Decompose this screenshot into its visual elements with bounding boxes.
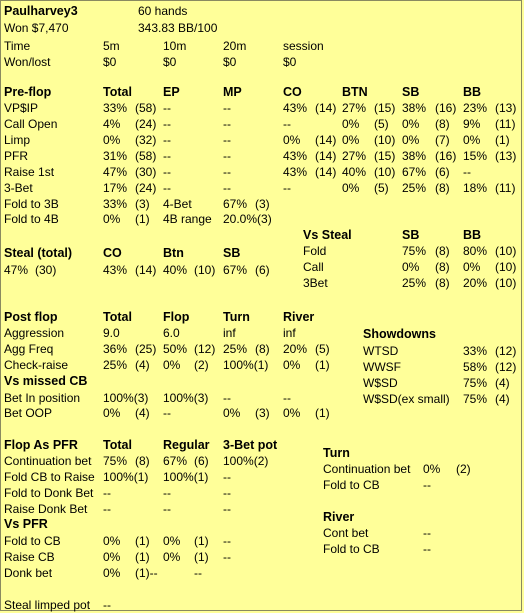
aggression-label: Aggression [4, 326, 65, 340]
fold3b-count: (3) [135, 197, 150, 211]
steal-total-pct: 47% [4, 263, 29, 277]
won-amount: Won $7,470 [4, 21, 69, 35]
showdown-wwsf-count: (12) [495, 360, 517, 374]
bet-oop-flop: -- [163, 406, 171, 420]
steal-co-count: (14) [135, 263, 157, 277]
vs-steal-three-bet-sb-pct: 25% [402, 276, 427, 290]
vs-steal-call-label: Call [303, 260, 324, 274]
fold4b-pct: 0% [103, 212, 121, 226]
bet-in-pos-turn: -- [223, 391, 231, 405]
showdown-wsd-label: W$SD [363, 376, 398, 390]
fold-cb-raise-label: Fold CB to Raise [4, 470, 95, 484]
aggfreq-total-count: (25) [135, 342, 157, 356]
preflop-call-open-total-count: (24) [135, 117, 157, 131]
postflop-col-total: Total [103, 310, 132, 324]
preflop-raise-1st-bb-pct: -- [463, 165, 471, 179]
steal-sb-count: (6) [255, 263, 270, 277]
preflop-col-co: CO [283, 85, 302, 99]
vs-steal-fold-sb-count: (8) [435, 244, 450, 258]
time-5m: 5m [103, 39, 120, 53]
preflop-vpip-co-pct: 43% [283, 101, 308, 115]
fold-to-cb-total-count: (1) [135, 534, 150, 548]
preflop-call-open-label: Call Open [4, 117, 58, 131]
bet-in-pos-total: 100%(3) [103, 391, 149, 405]
time-session: session [283, 39, 324, 53]
raise-donk-label: Raise Donk Bet [4, 502, 88, 516]
donk-bet-count: (1)-- [135, 566, 158, 580]
fourb-range-label: 4B range [163, 212, 212, 226]
fold-to-cb-total-pct: 0% [103, 534, 121, 548]
vs-steal-title: Vs Steal [303, 228, 352, 242]
fold-donk-label: Fold to Donk Bet [4, 486, 94, 500]
preflop-vpip-ep: -- [163, 101, 171, 115]
bet-oop-river-count: (1) [315, 406, 330, 420]
preflop-raise-1st-btn-pct: 40% [342, 165, 367, 179]
steal-btn-count: (10) [194, 263, 216, 277]
steal-limped-label: Steal limped pot [4, 598, 91, 612]
donk-bet-3bet: -- [194, 566, 202, 580]
preflop-pfr-total-pct: 31% [103, 149, 128, 163]
river-fold-cb-label: Fold to CB [323, 542, 380, 556]
showdown-wsd-ex-small-count: (4) [495, 392, 510, 406]
bet-oop-total-count: (4) [135, 406, 150, 420]
fourbet-label: 4-Bet [163, 197, 192, 211]
cbet-regular-count: (6) [194, 454, 209, 468]
showdown-wsd-pct: 75% [463, 376, 488, 390]
preflop-limp-label: Limp [4, 133, 31, 147]
preflop-three-bet-ep: -- [163, 181, 171, 195]
aggfreq-river-count: (5) [315, 342, 330, 356]
donk-bet-pct: 0% [103, 566, 121, 580]
bet-oop-label: Bet OOP [4, 406, 53, 420]
preflop-raise-1st-total-pct: 47% [103, 165, 128, 179]
checkraise-label: Check-raise [4, 358, 69, 372]
preflop-pfr-btn-pct: 27% [342, 149, 367, 163]
preflop-vpip-btn-count: (15) [374, 101, 396, 115]
showdown-wtsd-label: WTSD [363, 344, 399, 358]
preflop-call-open-co-pct: -- [283, 117, 291, 131]
preflop-limp-co-pct: 0% [283, 133, 301, 147]
showdown-wtsd-pct: 33% [463, 344, 488, 358]
fold3b-label: Fold to 3B [4, 197, 59, 211]
flop-pfr-title: Flop As PFR [4, 438, 78, 452]
preflop-pfr-total-count: (58) [135, 149, 157, 163]
preflop-call-open-sb-pct: 0% [402, 117, 420, 131]
preflop-pfr-label: PFR [4, 149, 28, 163]
preflop-limp-btn-pct: 0% [342, 133, 360, 147]
vs-steal-fold-bb-count: (10) [495, 244, 517, 258]
preflop-raise-1st-co-pct: 43% [283, 165, 308, 179]
wonlost-10m: $0 [163, 55, 177, 69]
aggression-total: 9.0 [103, 326, 120, 340]
preflop-call-open-total-pct: 4% [103, 117, 121, 131]
preflop-three-bet-mp: -- [223, 181, 231, 195]
preflop-col-ep: EP [163, 85, 180, 99]
bet-in-pos-label: Bet In position [4, 391, 81, 405]
raise-cb-3bet: -- [223, 550, 231, 564]
time-20m: 20m [223, 39, 247, 53]
flop-pfr-col-3bet: 3-Bet pot [223, 438, 278, 452]
turn-cbet-label: Continuation bet [323, 462, 411, 476]
fold-donk-3bet: -- [223, 486, 231, 500]
steal-sb-pct: 67% [223, 263, 248, 277]
preflop-vpip-mp: -- [223, 101, 231, 115]
aggfreq-turn-pct: 25% [223, 342, 248, 356]
fold4b-label: Fold to 4B [4, 212, 59, 226]
preflop-pfr-co-pct: 43% [283, 149, 308, 163]
wonlost-20m: $0 [223, 55, 237, 69]
checkraise-turn: 100%(1) [223, 358, 269, 372]
checkraise-flop-pct: 0% [163, 358, 181, 372]
cbet-label: Continuation bet [4, 454, 92, 468]
bet-in-pos-flop: 100%(3) [163, 391, 209, 405]
preflop-raise-1st-sb-count: (6) [435, 165, 450, 179]
fold-to-cb-regular-pct: 0% [163, 534, 181, 548]
preflop-limp-co-count: (14) [315, 133, 337, 147]
preflop-col-total: Total [103, 85, 132, 99]
preflop-three-bet-sb-count: (8) [435, 181, 450, 195]
preflop-raise-1st-mp: -- [223, 165, 231, 179]
showdown-wsd-ex-small-label: W$SD(ex small) [363, 392, 450, 406]
preflop-raise-1st-sb-pct: 67% [402, 165, 427, 179]
raise-cb-total-pct: 0% [103, 550, 121, 564]
vs-steal-three-bet-bb-pct: 20% [463, 276, 488, 290]
showdown-wtsd-count: (12) [495, 344, 517, 358]
preflop-three-bet-btn-pct: 0% [342, 181, 360, 195]
fold-donk-total: -- [103, 486, 111, 500]
showdowns-title: Showdowns [363, 327, 436, 341]
aggression-turn: inf [223, 326, 236, 340]
vs-steal-three-bet-sb-count: (8) [435, 276, 450, 290]
steal-limped-value: -- [103, 598, 111, 612]
showdown-wsd-ex-small-pct: 75% [463, 392, 488, 406]
vs-steal-fold-sb-pct: 75% [402, 244, 427, 258]
postflop-title: Post flop [4, 310, 58, 324]
steal-co-pct: 43% [103, 263, 128, 277]
vs-steal-call-bb-pct: 0% [463, 260, 481, 274]
wonlost-label: Won/lost [4, 55, 51, 69]
preflop-limp-sb-pct: 0% [402, 133, 420, 147]
vs-steal-col-sb: SB [402, 228, 420, 242]
raise-cb-label: Raise CB [4, 550, 55, 564]
fold-cb-raise-3bet: -- [223, 470, 231, 484]
raise-donk-regular: -- [163, 502, 171, 516]
steal-col-sb: SB [223, 246, 241, 260]
preflop-vpip-bb-count: (13) [495, 101, 517, 115]
player-name: Paulharvey3 [4, 4, 78, 18]
preflop-vpip-co-count: (14) [315, 101, 337, 115]
preflop-vpip-label: VP$IP [4, 101, 39, 115]
vs-missed-cb-title: Vs missed CB [4, 374, 88, 388]
preflop-three-bet-bb-pct: 18% [463, 181, 488, 195]
preflop-col-bb: BB [463, 85, 482, 99]
aggression-flop: 6.0 [163, 326, 180, 340]
preflop-three-bet-sb-pct: 25% [402, 181, 427, 195]
fold-cb-raise-regular: 100%(1) [163, 470, 209, 484]
preflop-vpip-btn-pct: 27% [342, 101, 367, 115]
vs-steal-three-bet-bb-count: (10) [495, 276, 517, 290]
bet-oop-turn-count: (3) [255, 406, 270, 420]
fourb-range-value: 20.0%(3) [223, 212, 272, 226]
vs-steal-col-bb: BB [463, 228, 482, 242]
aggfreq-flop-pct: 50% [163, 342, 188, 356]
showdown-wwsf-label: WWSF [363, 360, 401, 374]
preflop-limp-ep: -- [163, 133, 171, 147]
vs-steal-fold-label: Fold [303, 244, 327, 258]
vs-pfr-title: Vs PFR [4, 517, 48, 531]
river-fold-cb-value: -- [423, 542, 431, 556]
fold-to-cb-regular-count: (1) [194, 534, 209, 548]
vs-steal-call-sb-pct: 0% [402, 260, 420, 274]
aggression-river: inf [283, 326, 296, 340]
aggfreq-river-pct: 20% [283, 342, 308, 356]
preflop-limp-total-count: (32) [135, 133, 157, 147]
preflop-limp-bb-count: (1) [495, 133, 510, 147]
steal-btn-pct: 40% [163, 263, 188, 277]
cbet-total-pct: 75% [103, 454, 128, 468]
fold-cb-raise-total: 100%(1) [103, 470, 149, 484]
preflop-pfr-mp: -- [223, 149, 231, 163]
preflop-three-bet-co-pct: -- [283, 181, 291, 195]
preflop-col-btn: BTN [342, 85, 368, 99]
preflop-call-open-sb-count: (8) [435, 117, 450, 131]
raise-donk-3bet: -- [223, 502, 231, 516]
preflop-pfr-sb-count: (16) [435, 149, 457, 163]
vs-steal-fold-bb-pct: 80% [463, 244, 488, 258]
turn-fold-cb-value: -- [423, 478, 431, 492]
preflop-pfr-btn-count: (15) [374, 149, 396, 163]
preflop-vpip-total-count: (58) [135, 101, 157, 115]
preflop-three-bet-btn-count: (5) [374, 181, 389, 195]
turn-cbet-count: (2) [456, 462, 471, 476]
preflop-raise-1st-co-count: (14) [315, 165, 337, 179]
fold-donk-regular: -- [163, 486, 171, 500]
preflop-raise-1st-ep: -- [163, 165, 171, 179]
preflop-pfr-ep: -- [163, 149, 171, 163]
cbet-total-count: (8) [135, 454, 150, 468]
checkraise-river-count: (1) [315, 358, 330, 372]
checkraise-river-pct: 0% [283, 358, 301, 372]
bb-per-100: 343.83 BB/100 [138, 21, 218, 35]
preflop-raise-1st-btn-count: (10) [374, 165, 396, 179]
preflop-call-open-mp: -- [223, 117, 231, 131]
postflop-col-river: River [283, 310, 315, 324]
fold4b-count: (1) [135, 212, 150, 226]
fourbet-pct: 67% [223, 197, 248, 211]
postflop-col-turn: Turn [223, 310, 250, 324]
preflop-pfr-bb-pct: 15% [463, 149, 488, 163]
preflop-call-open-btn-count: (5) [374, 117, 389, 131]
preflop-limp-btn-count: (10) [374, 133, 396, 147]
bet-in-pos-river: -- [283, 391, 291, 405]
checkraise-total-pct: 25% [103, 358, 128, 372]
preflop-limp-bb-pct: 0% [463, 133, 481, 147]
steal-total-count: (30) [35, 263, 57, 277]
steal-col-btn: Btn [163, 246, 184, 260]
bet-oop-total-pct: 0% [103, 406, 121, 420]
preflop-title: Pre-flop [4, 85, 52, 99]
preflop-pfr-bb-count: (13) [495, 149, 517, 163]
flop-pfr-col-regular: Regular [163, 438, 210, 452]
preflop-raise-1st-label: Raise 1st [4, 165, 55, 179]
wonlost-session: $0 [283, 55, 297, 69]
checkraise-total-count: (4) [135, 358, 150, 372]
preflop-call-open-bb-count: (11) [495, 117, 516, 131]
fourbet-count: (3) [255, 197, 270, 211]
preflop-three-bet-bb-count: (11) [495, 181, 516, 195]
preflop-three-bet-total-pct: 17% [103, 181, 128, 195]
fold3b-pct: 33% [103, 197, 128, 211]
vs-steal-call-sb-count: (8) [435, 260, 450, 274]
preflop-pfr-sb-pct: 38% [402, 149, 427, 163]
checkraise-flop-count: (2) [194, 358, 209, 372]
aggfreq-turn-count: (8) [255, 342, 270, 356]
raise-cb-regular-count: (1) [194, 550, 209, 564]
river-cbet-label: Cont bet [323, 526, 369, 540]
preflop-call-open-ep: -- [163, 117, 171, 131]
preflop-raise-1st-total-count: (30) [135, 165, 157, 179]
bet-oop-turn-pct: 0% [223, 406, 241, 420]
postflop-col-flop: Flop [163, 310, 190, 324]
preflop-call-open-bb-pct: 9% [463, 117, 481, 131]
hands-count: 60 hands [138, 4, 188, 18]
preflop-limp-total-pct: 0% [103, 133, 121, 147]
preflop-three-bet-total-count: (24) [135, 181, 157, 195]
time-label: Time [4, 39, 31, 53]
flop-pfr-col-total: Total [103, 438, 132, 452]
river-title: River [323, 510, 355, 524]
bet-oop-river-pct: 0% [283, 406, 301, 420]
fold-to-cb-label: Fold to CB [4, 534, 61, 548]
time-10m: 10m [163, 39, 187, 53]
turn-title: Turn [323, 446, 350, 460]
steal-col-co: CO [103, 246, 122, 260]
vs-steal-call-bb-count: (10) [495, 260, 517, 274]
turn-cbet-pct: 0% [423, 462, 441, 476]
donk-bet-label: Donk bet [4, 566, 53, 580]
river-cbet-value: -- [423, 526, 431, 540]
showdown-wsd-count: (4) [495, 376, 510, 390]
cbet-3bet: 100%(2) [223, 454, 269, 468]
turn-fold-cb-label: Fold to CB [323, 478, 380, 492]
cbet-regular-pct: 67% [163, 454, 188, 468]
preflop-limp-mp: -- [223, 133, 231, 147]
showdown-wwsf-pct: 58% [463, 360, 488, 374]
preflop-vpip-sb-count: (16) [435, 101, 457, 115]
preflop-limp-sb-count: (7) [435, 133, 450, 147]
preflop-call-open-btn-pct: 0% [342, 117, 360, 131]
aggfreq-flop-count: (12) [194, 342, 216, 356]
raise-cb-total-count: (1) [135, 550, 150, 564]
preflop-col-mp: MP [223, 85, 242, 99]
aggfreq-label: Agg Freq [4, 342, 54, 356]
raise-donk-total: -- [103, 502, 111, 516]
wonlost-5m: $0 [103, 55, 117, 69]
aggfreq-total-pct: 36% [103, 342, 128, 356]
preflop-pfr-co-count: (14) [315, 149, 337, 163]
preflop-vpip-bb-pct: 23% [463, 101, 488, 115]
preflop-three-bet-label: 3-Bet [4, 181, 33, 195]
raise-cb-regular-pct: 0% [163, 550, 181, 564]
preflop-vpip-total-pct: 33% [103, 101, 128, 115]
steal-title: Steal (total) [4, 246, 73, 260]
fold-to-cb-3bet: -- [223, 534, 231, 548]
preflop-vpip-sb-pct: 38% [402, 101, 427, 115]
preflop-col-sb: SB [402, 85, 420, 99]
vs-steal-three-bet-label: 3Bet [303, 276, 328, 290]
